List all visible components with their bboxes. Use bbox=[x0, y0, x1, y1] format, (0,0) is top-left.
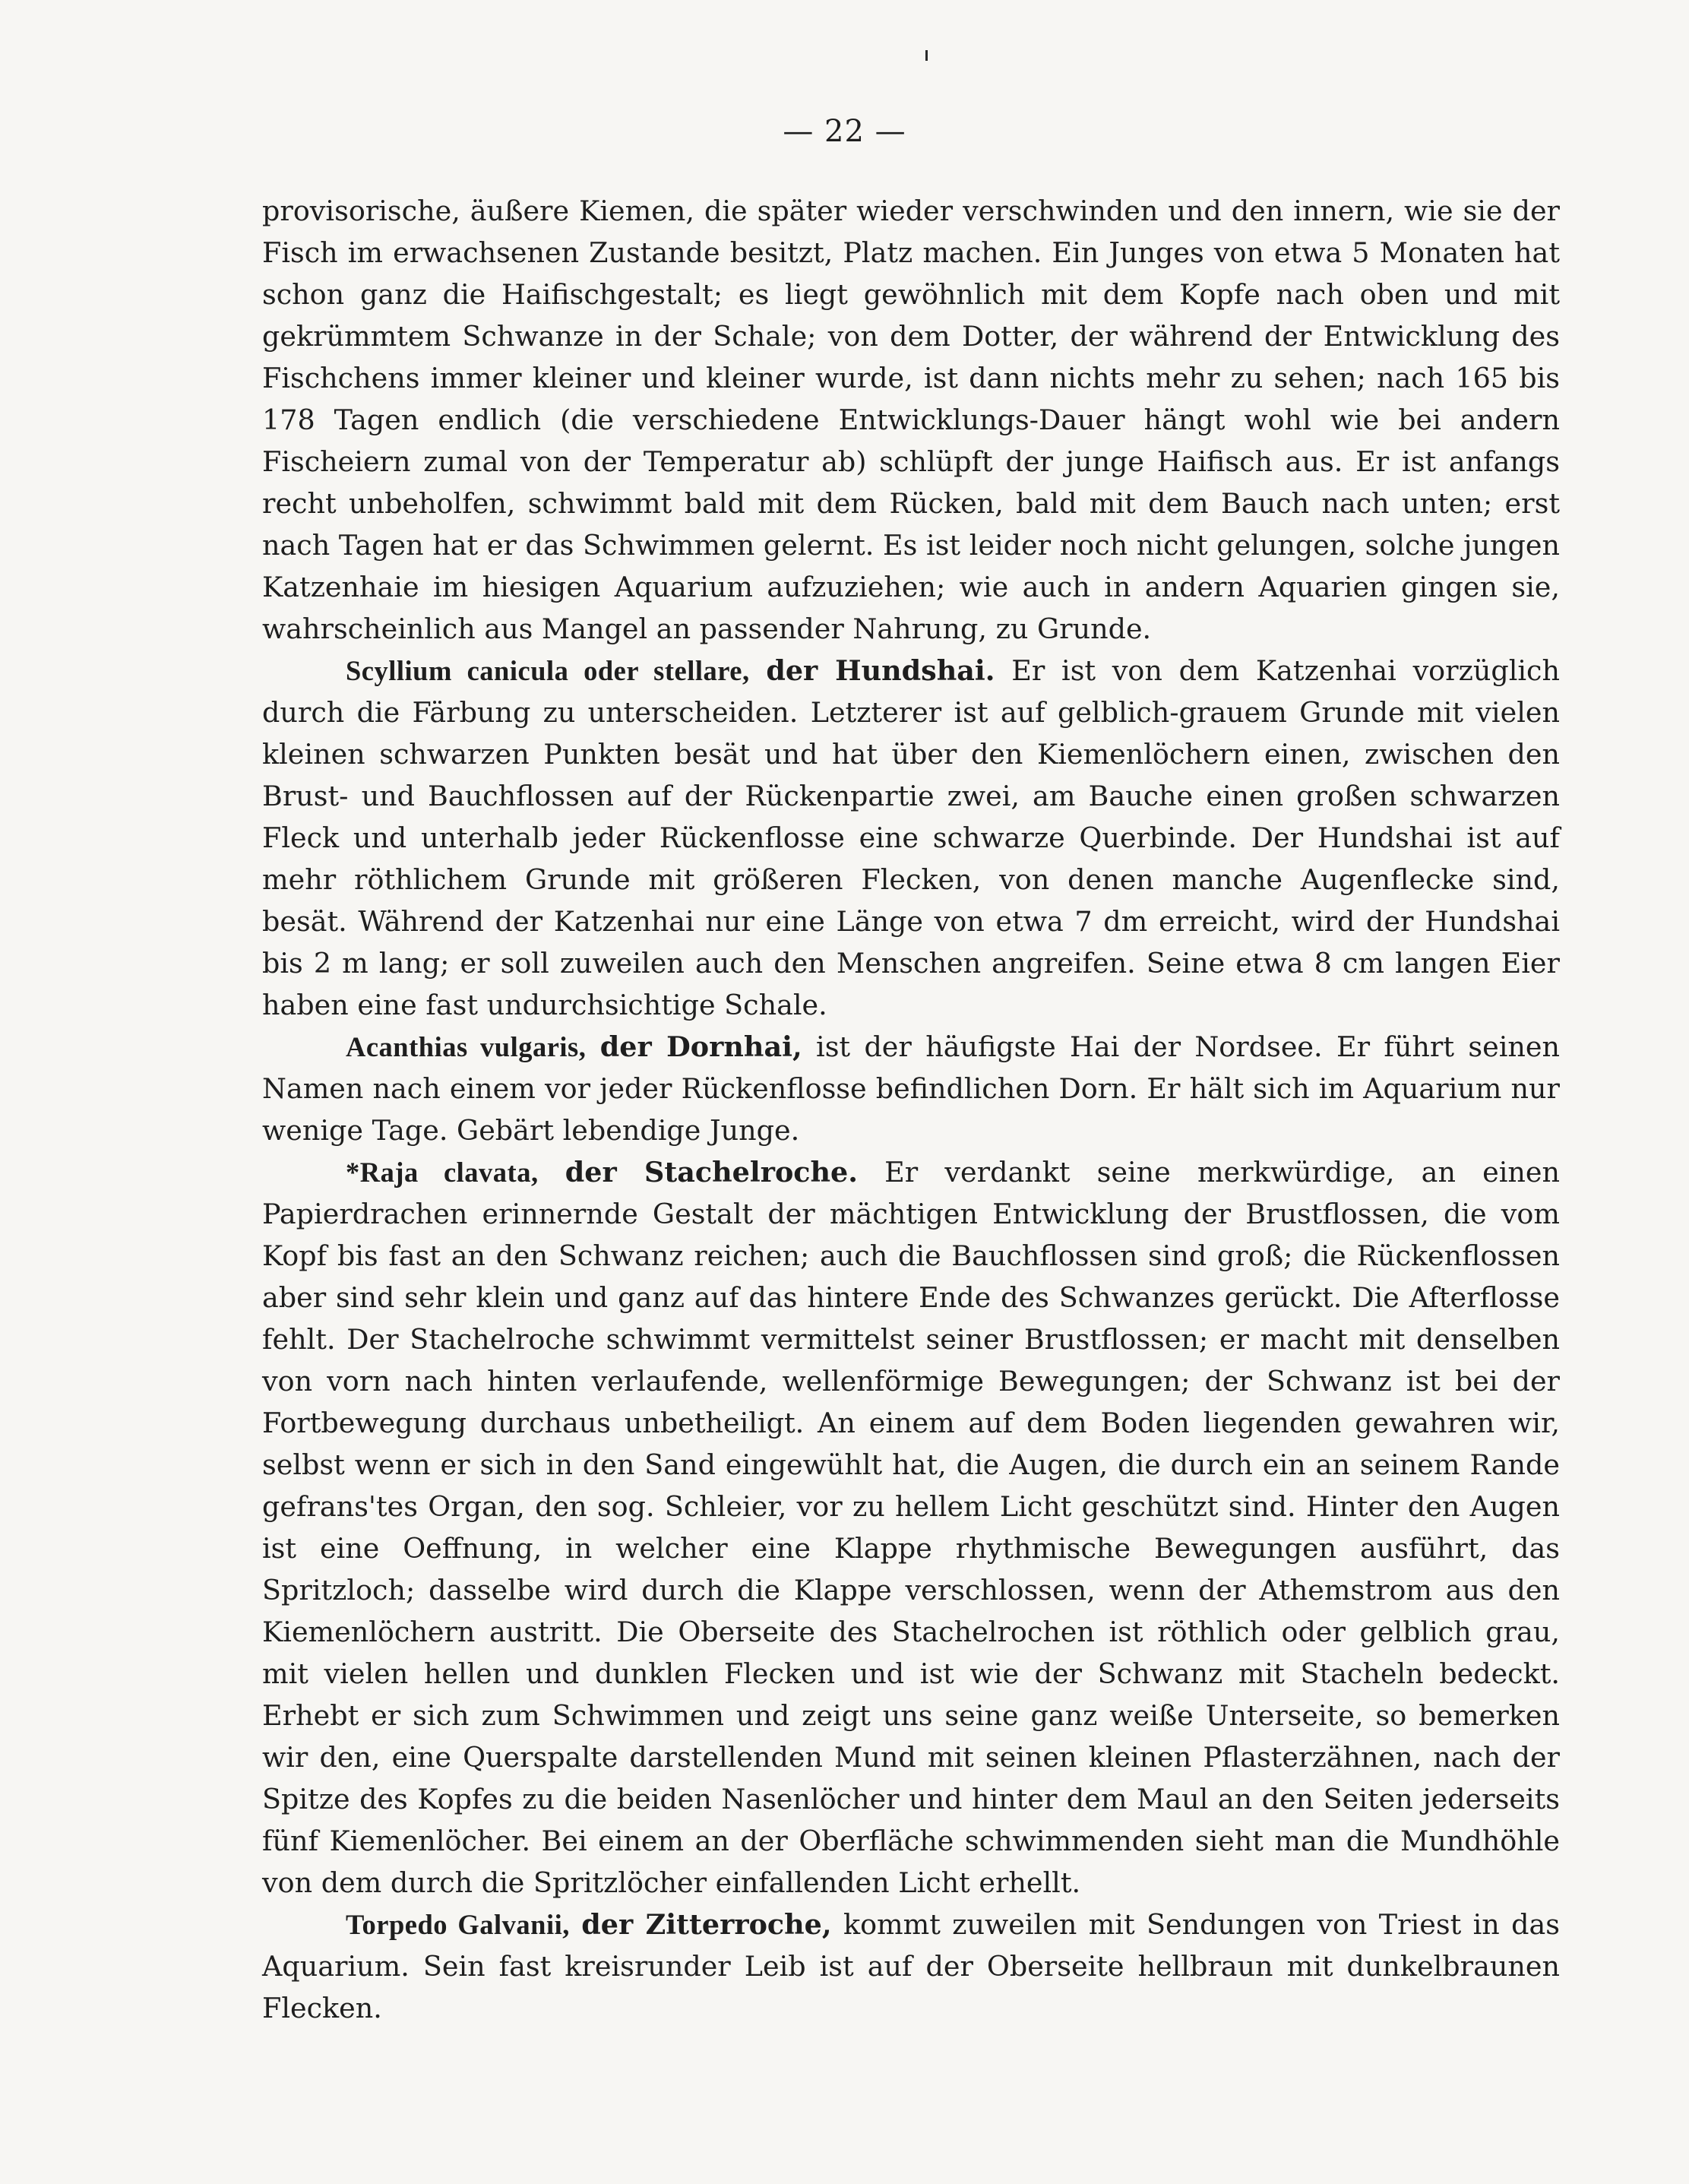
paragraph-text: kommt zuweilen mit Sendungen von Triest in das Aquarium. Sein fast kreisrunder Leib ist auf der Oberseite hellbraun mit dunkelbraunen Flecken. bbox=[262, 1908, 1560, 2024]
paragraph-text: provisorische, äußere Kiemen, die später wieder verschwinden und den innern, wie sie der Fisch im erwachsenen Zustande besitzt, Platz machen. Ein Junges von etwa 5 Monaten hat schon ganz die Haifischgestalt; es liegt gewöhnlich mit dem Kopfe nach oben und mit gekrümmtem Schwanze in der Schale; von dem Dotter, der während der Entwicklung des Fischchens immer kleiner und kleiner wurde, ist dann nichts mehr zu sehen; nach 165 bis 178 Tagen endlich (die verschiedene Entwicklungs-Dauer hängt wohl wie bei andern Fischeiern zumal von der Temperatur ab) schlüpft der junge Haifisch aus. Er ist anfangs recht unbeholfen, schwimmt bald mit dem Rücken, bald mit dem Bauch nach unten; erst nach Tagen hat er das Schwimmen gelernt. Es ist leider noch nicht gelungen, solche jungen Katzenhaie im hiesigen Aquarium aufzuziehen; wie auch in andern Aquarien gingen sie, wahrscheinlich aus Mangel an passender Nahrung, zu Grunde. bbox=[262, 195, 1560, 645]
species-latin-name: Torpedo Galvanii, bbox=[346, 1909, 570, 1940]
species-common-name: der Zitterroche, bbox=[581, 1908, 832, 1941]
species-latin-name: Acanthias vulgaris, bbox=[346, 1031, 587, 1062]
paragraph-zitterroche bbox=[262, 1904, 1560, 2029]
paragraph-text: Er verdankt seine merkwürdige, an einen Papierdrachen erinnernde Gestalt der mächtigen Entwicklung der Brustflossen, die vom Kopf bis fast an den Schwanz reichen; auch die Bauchflossen sind groß; die Rückenflossen aber sind sehr klein und ganz auf das hintere Ende des Schwanzes gerückt. Die Afterflosse fehlt. Der Stachelroche schwimmt vermittelst seiner Brustflossen; er macht mit denselben von vorn nach hinten verlaufende, wellenförmige Bewegungen; der Schwanz ist bei der Fortbewegung durchaus unbetheiligt. An einem auf dem Boden liegenden gewahren wir, selbst wenn er sich in den Sand eingewühlt hat, die Augen, die durch ein an seinem Rande gefrans'tes Organ, den sog. Schleier, vor zu hellem Licht geschützt sind. Hinter den Augen ist eine Oeffnung, in welcher eine Klappe rhythmische Bewegungen ausführt, das Spritzloch; dasselbe wird durch die Klappe verschlossen, wenn der Athemstrom aus den Kiemenlöchern austritt. Die Oberseite des Stachelrochen ist röthlich oder gelblich grau, mit vielen hellen und dunklen Flecken und ist wie der Schwanz mit Stacheln bedeckt. Erhebt er sich zum Schwimmen und zeigt uns seine ganz weiße Unterseite, so bemerken wir den, eine Querspalte darstellenden Mund mit seinen kleinen Pflasterzähnen, nach der Spitze des Kopfes zu die beiden Nasenlöcher und hinter dem Maul an den Seiten jederseits fünf Kiemenlöcher. Bei einem an der Oberfläche schwimmenden sieht man die Mundhöhle von dem durch die Spritzlöcher einfallenden Licht erhellt. bbox=[262, 1156, 1561, 1899]
page-number: — 22 — bbox=[783, 114, 906, 149]
paragraph-hundshai bbox=[262, 650, 1560, 1026]
paragraph-stachelroche bbox=[262, 1151, 1560, 1904]
species-common-name: der Stachelroche. bbox=[565, 1156, 858, 1189]
species-common-name: der Hundshai. bbox=[766, 654, 995, 687]
body-text bbox=[262, 190, 1560, 2029]
paragraph-1 bbox=[262, 190, 1560, 650]
species-latin-name: Scyllium canicula oder stellare, bbox=[346, 655, 750, 686]
paragraph-text: ist der häufigste Hai der Nordsee. Er führt seinen Namen nach einem vor jeder Rückenflosse befindlichen Dorn. Er hält sich im Aquarium nur wenige Tage. Gebärt lebendige Junge. bbox=[262, 1030, 1560, 1147]
paragraph-text: Er ist von dem Katzenhai vorzüglich durch die Färbung zu unterscheiden. Letzterer ist auf gelblich-grauem Grunde mit vielen kleinen schwarzen Punkten besät und hat über den Kiemenlöchern einen, zwischen den Brust- und Bauchflossen auf der Rückenpartie zwei, am Bauche einen großen schwarzen Fleck und unterhalb jeder Rückenflosse eine schwarze Querbinde. Der Hundshai ist auf mehr röthlichem Grunde mit größeren Flecken, von denen manche Augenflecke sind, besät. Während der Katzenhai nur eine Länge von etwa 7 dm erreicht, wird der Hundshai bis 2 m lang; er soll zuweilen auch den Menschen angreifen. Seine etwa 8 cm langen Eier haben eine fast undurchsichtige Schale. bbox=[262, 654, 1561, 1021]
paragraph-dornhai bbox=[262, 1026, 1560, 1151]
species-common-name: der Dornhai, bbox=[599, 1030, 802, 1063]
species-latin-name: *Raja clavata, bbox=[346, 1157, 539, 1188]
page-mark bbox=[925, 50, 928, 61]
